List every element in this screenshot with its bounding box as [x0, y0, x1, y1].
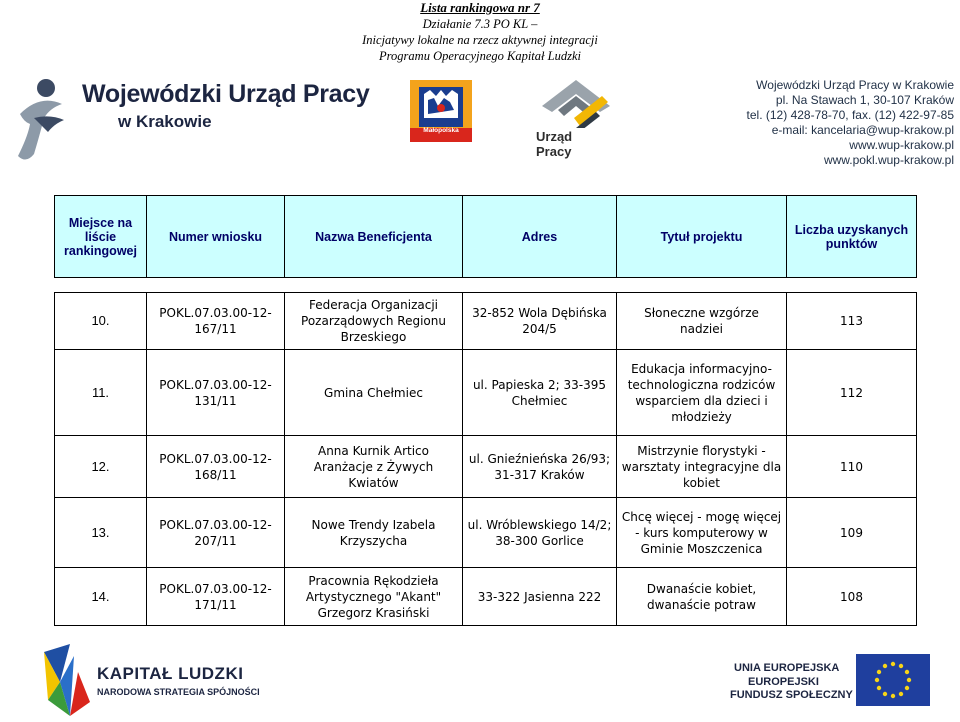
- cell-points: 112: [787, 350, 917, 436]
- urzad-pracy-logo: [536, 76, 656, 159]
- cell-points: 110: [787, 436, 917, 498]
- cell-project: Dwanaście kobiet, dwanaście potraw: [617, 568, 787, 626]
- cell-address: ul. Wróblewskiego 14/2; 38-300 Gorlice: [463, 498, 617, 568]
- contact-address: pl. Na Stawach 1, 30-107 Kraków: [775, 93, 954, 107]
- table-row: [55, 498, 917, 568]
- cell-address: 32-852 Wola Dębińska 204/5: [463, 293, 617, 350]
- cell-project: Mistrzynie florystyki - warsztaty integracyjne dla kobiet: [617, 436, 787, 498]
- cell-application: POKL.07.03.00-12-168/11: [147, 436, 285, 498]
- cell-beneficiary: Pracownia Rękodzieła Artystycznego "Akant" Grzegorz Krasiński: [285, 568, 463, 626]
- kapital-ludzki-emblem-icon: [40, 642, 94, 718]
- table-header-row: [55, 196, 917, 278]
- eu-flag-icon: [856, 654, 930, 706]
- cell-place: 11.: [55, 350, 147, 436]
- wup-logo: [10, 74, 380, 174]
- cell-place: 14.: [55, 568, 147, 626]
- programme-line: Programu Operacyjnego Kapitał Ludzki: [379, 49, 581, 63]
- cell-beneficiary: Nowe Trendy Izabela Krzyszycha: [285, 498, 463, 568]
- kapital-ludzki-title: KAPITAŁ LUDZKI: [97, 664, 244, 683]
- ue-fund-line2: FUNDUSZ SPOŁECZNY: [730, 689, 853, 701]
- urzad-pracy-emblem-icon: [536, 76, 616, 128]
- cell-points: 108: [787, 568, 917, 626]
- unia-europejska-logo: [730, 652, 930, 712]
- malopolska-label: Małopolska: [423, 127, 459, 134]
- cell-address: ul. Papieska 2; 33-395 Chełmiec: [463, 350, 617, 436]
- wup-figure-icon: [10, 74, 80, 174]
- cell-points: 113: [787, 293, 917, 350]
- table-row: [55, 568, 917, 626]
- contact-website: www.wup-krakow.pl: [849, 138, 954, 152]
- cell-application: POKL.07.03.00-12-171/11: [147, 568, 285, 626]
- cell-application: POKL.07.03.00-12-131/11: [147, 350, 285, 436]
- cell-address: 33-322 Jasienna 222: [463, 568, 617, 626]
- header-project: Tytuł projektu: [617, 196, 787, 278]
- contact-phone: tel. (12) 428-78-70, fax. (12) 422-97-85: [746, 108, 954, 122]
- contact-block: [747, 78, 954, 168]
- table-row: [55, 293, 917, 350]
- cell-application: POKL.07.03.00-12-167/11: [147, 293, 285, 350]
- cell-project: Słoneczne wzgórze nadziei: [617, 293, 787, 350]
- header-beneficiary: Nazwa Beneficjenta: [285, 196, 463, 278]
- cell-place: 12.: [55, 436, 147, 498]
- header-place: Miejsce na liście rankingowej: [55, 196, 147, 278]
- initiative-line: Inicjatywy lokalne na rzecz aktywnej integracji: [362, 33, 598, 47]
- cell-beneficiary: Gmina Chełmiec: [285, 350, 463, 436]
- ue-fund-line1: EUROPEJSKI: [748, 676, 819, 688]
- contact-email: e-mail: kancelaria@wup-krakow.pl: [771, 123, 954, 137]
- document-header: [300, 0, 660, 64]
- cell-beneficiary: Anna Kurnik Artico Aranżacje z Żywych Kwiatów: [285, 436, 463, 498]
- wup-subtitle: w Krakowie: [118, 112, 212, 131]
- urzad-pracy-label: Urząd Pracy: [536, 129, 573, 159]
- header-address: Adres: [463, 196, 617, 278]
- cell-project: Edukacja informacyjno-technologiczna rodziców wsparciem dla dzieci i młodzieży: [617, 350, 787, 436]
- kapital-ludzki-subtitle: NARODOWA STRATEGIA SPÓJNOŚCI: [97, 687, 260, 697]
- cell-beneficiary: Federacja Organizacji Pozarządowych Regionu Brzeskiego: [285, 293, 463, 350]
- ranking-list-title: Lista rankingowa nr 7: [420, 0, 540, 15]
- header-application: Numer wniosku: [147, 196, 285, 278]
- wup-title: Wojewódzki Urząd Pracy: [82, 80, 370, 108]
- contact-website-pokl: www.pokl.wup-krakow.pl: [823, 153, 954, 167]
- header-points: Liczba uzyskanych punktów: [787, 196, 917, 278]
- table-row: [55, 350, 917, 436]
- cell-project: Chcę więcej - mogę więcej - kurs komputerowy w Gminie Moszczenica: [617, 498, 787, 568]
- ue-title: UNIA EUROPEJSKA: [734, 662, 840, 674]
- measure-line: Działanie 7.3 PO KL –: [422, 17, 538, 31]
- cell-address: ul. Gnieźnieńska 26/93; 31-317 Kraków: [463, 436, 617, 498]
- table-row: [55, 436, 917, 498]
- cell-points: 109: [787, 498, 917, 568]
- kapital-ludzki-logo: [40, 642, 270, 718]
- cell-place: 10.: [55, 293, 147, 350]
- contact-office: Wojewódzki Urząd Pracy w Krakowie: [756, 78, 954, 92]
- ranking-table: [54, 195, 917, 626]
- cell-application: POKL.07.03.00-12-207/11: [147, 498, 285, 568]
- cell-place: 13.: [55, 498, 147, 568]
